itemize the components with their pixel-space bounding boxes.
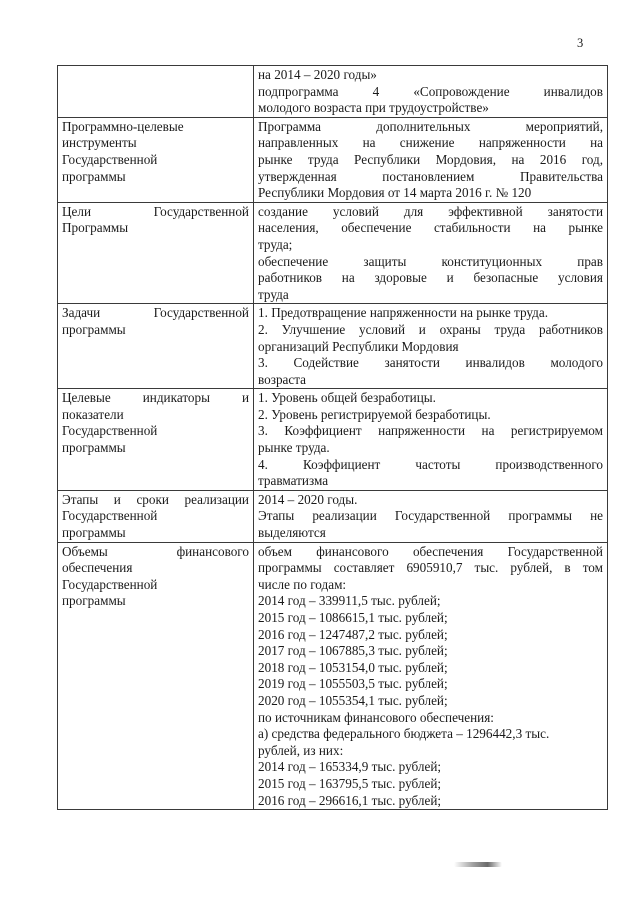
table-row [58,490,608,542]
row-label-line: программы [62,440,126,456]
row-value-line: 2015 год – 1086615,1 тыс. рублей; [258,610,448,625]
row-value-line: труда [258,286,289,302]
row-label-cell [58,389,254,491]
row-value-line: 3. Содействие занятости инвалидов молодого [258,355,603,371]
table-row [58,202,608,304]
row-value-line: 2014 – 2020 годы. [258,491,358,507]
row-value-line: возраста [258,371,307,387]
program-passport-table [57,65,608,810]
table-row [58,542,608,810]
row-value-line: населения, обеспечение стабильности на рынке [258,220,603,236]
row-label-line: программы [62,321,126,337]
row-value-line: по источникам финансового обеспечения: [258,709,494,725]
row-value-line: 4. Коэффициент частоты производственного [258,456,603,472]
row-value-line: числе по годам: [258,576,347,592]
row-value-cell [254,542,608,810]
row-value-line: 3. Коэффициент напряженности на регистрируемом [258,423,603,439]
row-value-line: направленных на снижение напряженности на [258,135,603,151]
row-value-line: обеспечение защиты конституционных прав [258,253,603,269]
row-label-line: Целевые индикаторы и [62,390,249,406]
row-value-line: создание условий для эффективной занятости [258,203,603,219]
row-value-line: рынке труда. [258,440,330,456]
row-value-line: работников на здоровые и безопасные условия [258,270,603,286]
row-value-line: 2015 год – 163795,5 тыс. рублей; [258,775,442,791]
row-value-line: Республики Мордовия от 14 марта 2016 г. № 120 [258,185,532,201]
row-label-line: программы [62,525,126,541]
row-value-cell [254,304,608,389]
row-value-line: 2016 год – 1247487,2 тыс. рублей; [258,626,448,642]
scan-artifact [454,862,502,867]
row-value-cell [254,66,608,118]
row-label-line: инструменты [62,135,137,151]
row-label-cell [58,542,254,810]
row-value-line: подпрограмма 4 «Сопровождение инвалидов [258,83,603,99]
row-label-cell [58,304,254,389]
row-value-line: молодого возраста при трудоустройстве» [258,100,489,116]
row-value-line: 2016 год – 296616,1 тыс. рублей; [258,792,442,808]
row-label-cell [58,66,254,118]
row-label-line: Программы [62,220,129,236]
row-label-line: Объемы финансового [62,543,249,559]
row-value-cell [254,117,608,202]
row-value-line: 1. Предотвращение напряженности на рынке труда. [258,305,548,321]
table-row [58,304,608,389]
row-value-line: рынке труда Республики Мордовия, на 2016 год, [258,151,603,167]
table-row [58,117,608,202]
row-value-line: на 2014 – 2020 годы» [258,67,377,82]
row-label-line: обеспечения [62,560,133,576]
row-value-line: программы составляет 6905910,7 тыс. рублей, в том [258,560,603,576]
row-value-line: 2014 год – 339911,5 тыс. рублей; [258,593,441,609]
row-label-line: Программно-целевые [62,118,184,134]
row-label-line: программы [62,593,126,609]
row-label-line: показатели [62,406,124,422]
row-label-line: Государственной [62,151,158,167]
row-label-line: Государственной [62,508,158,524]
row-value-line: объем финансового обеспечения Государственной [258,543,603,559]
row-value-line: Программа дополнительных мероприятий, [258,118,603,134]
row-value-cell [254,202,608,304]
row-value-line: организаций Республики Мордовия [258,338,459,354]
table-row [58,66,608,118]
row-value-line: 2018 год – 1053154,0 тыс. рублей; [258,659,448,675]
row-value-line: травматизма [258,473,329,489]
row-label-line: Государственной [62,576,158,592]
row-value-cell [254,490,608,542]
row-value-line: 2. Улучшение условий и охраны труда работников [258,321,603,337]
row-label-line: Государственной [62,423,158,439]
row-label-line: Задачи Государственной [62,305,249,321]
row-value-line: а) средства федерального бюджета – 1296442,3 тыс. [258,726,550,742]
row-label-cell [58,117,254,202]
row-value-line: 2. Уровень регистрируемой безработицы. [258,406,491,422]
table-row [58,389,608,491]
row-label-line: Этапы и сроки реализации [62,491,249,507]
row-value-line: утвержденная постановлением Правительства [258,168,603,184]
row-label-cell [58,490,254,542]
row-value-line: труда; [258,236,293,252]
row-value-line: 2019 год – 1055503,5 тыс. рублей; [258,676,448,692]
page-number: 3 [577,36,584,50]
row-label-cell [58,202,254,304]
row-value-line: выделяются [258,525,326,541]
row-value-line: рублей, из них: [258,742,344,758]
row-value-cell [254,389,608,491]
row-value-line: Этапы реализации Государственной программы не [258,508,603,524]
row-value-line: 2014 год – 165334,9 тыс. рублей; [258,759,442,775]
row-value-line: 2020 год – 1055354,1 тыс. рублей; [258,692,448,708]
row-value-line: 1. Уровень общей безработицы. [258,390,436,406]
row-value-line: 2017 год – 1067885,3 тыс. рублей; [258,643,448,659]
row-label-line: программы [62,168,126,184]
row-label-line: Цели Государственной [62,203,249,219]
